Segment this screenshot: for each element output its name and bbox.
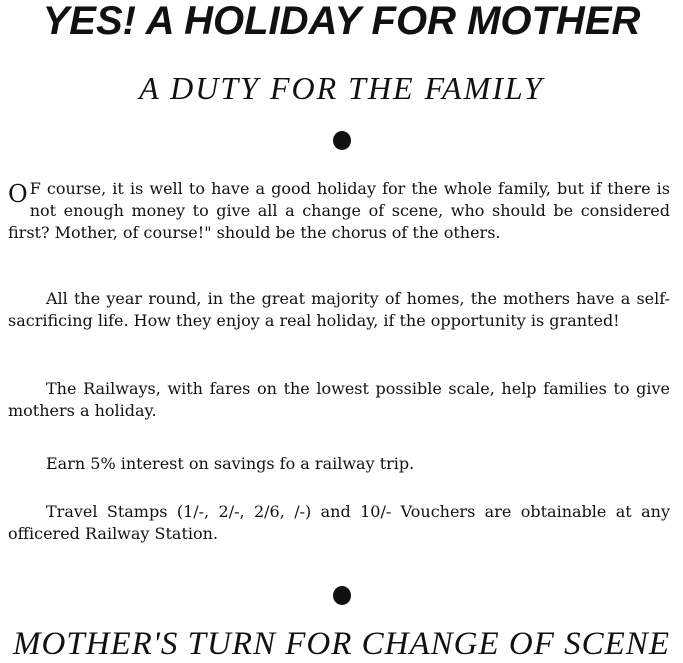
bullet-icon xyxy=(333,586,351,605)
footer-headline: MOTHER'S TURN FOR CHANGE OF SCENE xyxy=(13,626,670,662)
subheadline: A DUTY FOR THE FAMILY xyxy=(139,70,544,106)
paragraph-intro xyxy=(8,178,670,244)
headline: YES! A HOLIDAY FOR MOTHER xyxy=(42,0,641,43)
paragraph-interest: Earn 5% interest on savings fo a railway trip. xyxy=(46,454,415,473)
paragraph-railways: The Railways, with fares on the lowest possible scale, help families to give mothers a holiday. xyxy=(8,379,670,420)
drop-cap: O xyxy=(8,180,28,208)
paragraph-travel-stamps: Travel Stamps (1/-, 2/-, 2/6, /-) and 10/- Vouchers are obtainable at any officered Railway Station. xyxy=(8,502,670,543)
bullet-icon xyxy=(333,131,351,150)
paragraph-intro-text: F course, it is well to have a good holiday for the whole family, but if there is not enough money to give all a change of scene, who should be considered first? Mother, of course!" should be the chorus of the others. xyxy=(8,179,670,242)
paragraph-mothers: All the year round, in the great majority of homes, the mothers have a self-sacrificing life. How they enjoy a real holiday, if the opportunity is granted! xyxy=(8,289,670,330)
